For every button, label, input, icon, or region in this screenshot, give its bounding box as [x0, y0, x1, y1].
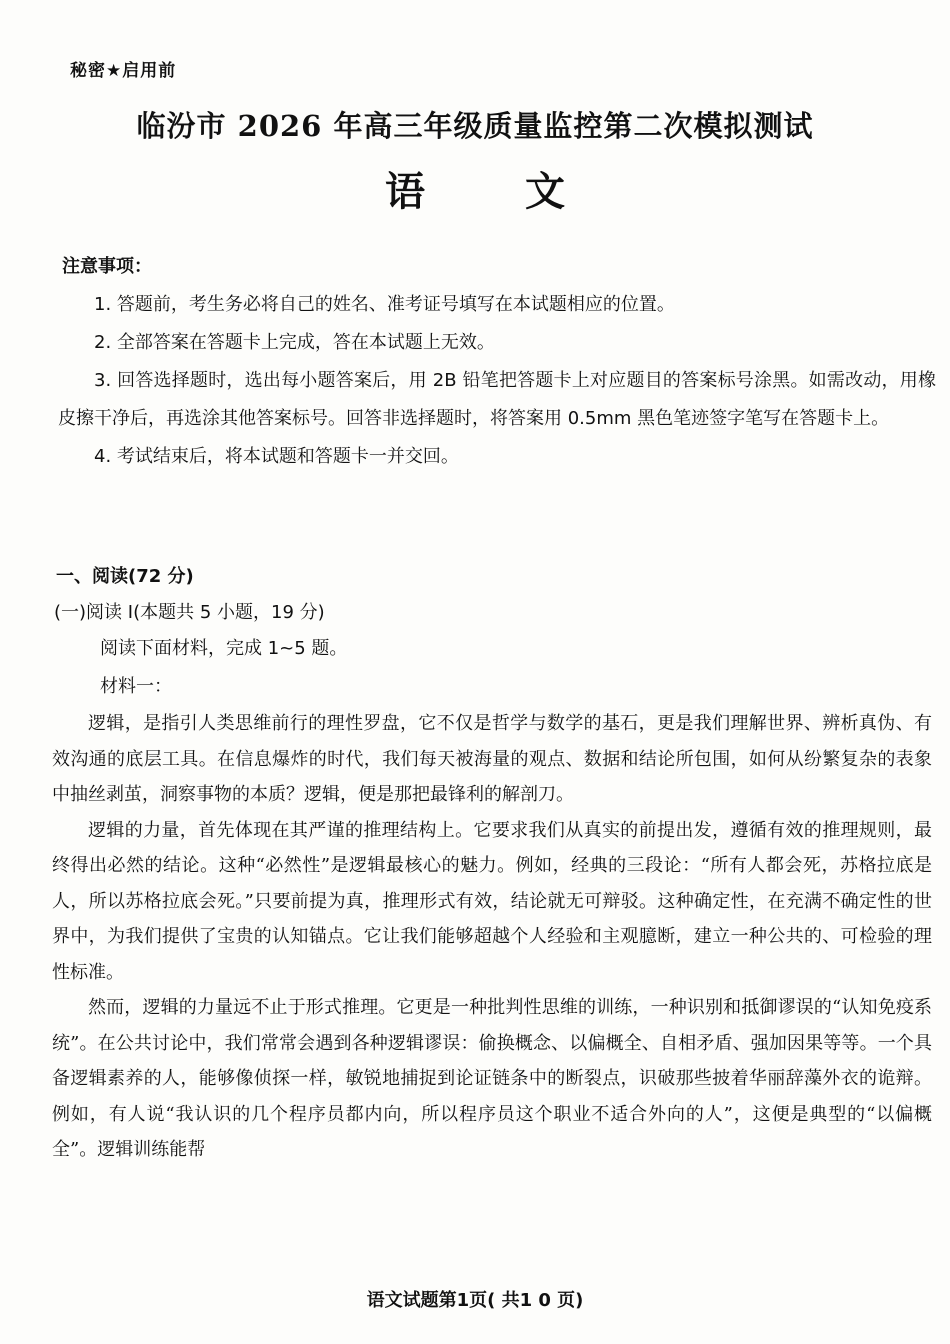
material-paragraph: 然而，逻辑的力量远不止于形式推理。它更是一种批判性思维的训练，一种识别和抵御谬误的“认知免疫系统”。在公共讨论中，我们常常会遇到各种逻辑谬误：偷换概念、以偏概全、自相矛盾、强加因果等等。一个具备逻辑素养的人，能够像侦探一样，敏锐地捕捉到论证链条中的断裂点，识破那些披着华丽辞藻外衣的诡辩。例如，有人说“我认识的几个程序员都内向，所以程序员这个职业不适合外向的人”，这便是典型的“以偏概全”。逻辑训练能帮: [52, 997, 932, 1160]
notice-item: 2. 全部答案在答题卡上完成，答在本试题上无效。: [94, 332, 495, 353]
material-body: [52, 706, 932, 1168]
material-paragraph: 逻辑的力量，首先体现在其严谨的推理结构上。它要求我们从真实的前提出发，遵循有效的推理规则，最终得出必然的结论。这种“必然性”是逻辑最核心的魅力。例如，经典的三段论：“所有人都会死，苏格拉底是人，所以苏格拉底会死。”只要前提为真，推理形式有效，结论就无可辩驳。这种确定性，在充满不确定性的世界中，为我们提供了宝贵的认知锚点。它让我们能够超越个人经验和主观臆断，建立一种公共的、可检验的理性标准。: [52, 819, 932, 983]
notice-heading: 注意事项：: [62, 256, 152, 277]
notice-list: [58, 286, 936, 476]
exam-title: 临汾市 2026 年高三年级质量监控第二次模拟测试: [136, 109, 814, 143]
section-heading: 一、阅读(72 分): [56, 566, 194, 587]
notice-item: 3. 回答选择题时，选出每小题答案后，用 2B 铅笔把答题卡上对应题目的答案标号涂黑。如需改动，用橡皮擦干净后，再选涂其他答案标号。回答非选择题时，将答案用 0.5mm 黑色笔迹签字笔写在答题卡上。: [58, 370, 936, 429]
confidential-label: 秘密★启用前: [70, 61, 177, 81]
notice-item: 4. 考试结束后，将本试题和答题卡一并交回。: [94, 446, 459, 467]
subject-title: 语文: [385, 169, 665, 215]
page-footer: 语文试题第1页( 共1 0 页): [366, 1290, 584, 1311]
material-label: 材料一：: [100, 676, 172, 697]
reading-instruction: 阅读下面材料，完成 1~5 题。: [100, 638, 348, 659]
notice-item: 1. 答题前，考生务必将自己的姓名、准考证号填写在本试题相应的位置。: [94, 294, 675, 315]
subsection-heading: (一)阅读 I(本题共 5 小题，19 分): [54, 602, 325, 623]
material-paragraph: 逻辑，是指引人类思维前行的理性罗盘，它不仅是哲学与数学的基石，更是我们理解世界、辨析真伪、有效沟通的底层工具。在信息爆炸的时代，我们每天被海量的观点、数据和结论所包围，如何从纷繁复杂的表象中抽丝剥茧，洞察事物的本质？逻辑，便是那把最锋利的解剖刀。: [52, 713, 932, 805]
